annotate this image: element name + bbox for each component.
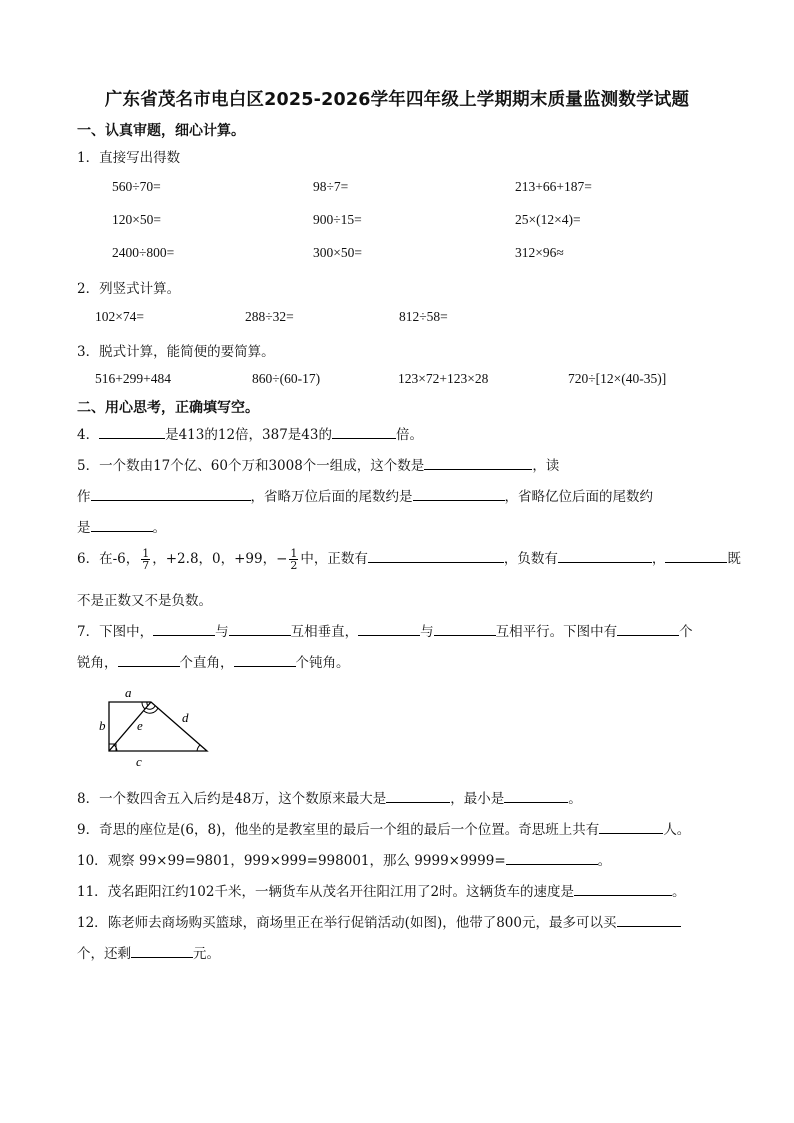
answer-blank[interactable] xyxy=(506,851,598,865)
q2-item: 288÷32= xyxy=(245,309,294,324)
answer-blank[interactable] xyxy=(99,425,165,439)
answer-blank[interactable] xyxy=(229,622,291,636)
question-text: 个 xyxy=(679,624,693,640)
side-label-d: d xyxy=(182,710,189,725)
question-text: ，+2.8，0，+99，− xyxy=(152,551,288,567)
question-number: 11． xyxy=(77,884,108,900)
question-text: 下图中， xyxy=(99,624,154,640)
question-number: 6． xyxy=(77,551,100,567)
q1-item: 300×50= xyxy=(313,245,362,260)
question-text: 互相平行。下图中有 xyxy=(495,624,618,640)
question-text: 茂名距阳江约102千米，一辆货车从茂名开往阳江用了2时。这辆货车的速度是 xyxy=(107,884,575,900)
q1-item: 900÷15= xyxy=(313,212,362,227)
q1-item: 120×50= xyxy=(112,212,161,227)
q3-item: 123×72+123×28 xyxy=(398,371,489,386)
question-text: 个钝角。 xyxy=(295,655,350,671)
fraction-numerator: 1 xyxy=(290,547,298,560)
question-text: 个直角， xyxy=(179,655,234,671)
section-2-heading: 二、用心思考，正确填写空。 xyxy=(77,400,259,416)
question-12-line-2 xyxy=(77,942,220,962)
question-text: 奇思的座位是(6，8)，他坐的是教室里的最后一个组的最后一个位置。奇思班上共有 xyxy=(99,822,600,838)
answer-blank[interactable] xyxy=(358,622,420,636)
question-text: 锐角， xyxy=(77,655,118,671)
q1-item: 312×96≈ xyxy=(515,245,564,260)
question-text: 陈老师去商场购买篮球，商场里正在举行促销活动(如图)，他带了800元，最多可以买 xyxy=(107,915,617,931)
answer-blank[interactable] xyxy=(574,882,672,896)
question-9 xyxy=(77,818,690,838)
q1-item: 98÷7= xyxy=(313,179,349,194)
answer-blank[interactable] xyxy=(558,549,652,563)
fraction-one-seventh xyxy=(141,548,150,571)
q1-item: 25×(12×4)= xyxy=(515,212,581,227)
answer-blank[interactable] xyxy=(413,487,505,501)
question-number: 4． xyxy=(77,427,100,443)
question-text: 。 xyxy=(152,520,166,536)
question-text: 在-6， xyxy=(99,551,140,567)
question-text: ，负数有 xyxy=(503,551,558,567)
trapezoid-figure xyxy=(95,684,215,770)
question-text: 。 xyxy=(568,791,582,807)
q2-item: 102×74= xyxy=(95,309,144,324)
question-text: ，省略万位后面的尾数约是 xyxy=(250,489,413,505)
answer-blank[interactable] xyxy=(617,622,679,636)
question-text: 一个数由17个亿、60个万和3008个一组成，这个数是 xyxy=(99,458,425,474)
question-text: 中，正数有 xyxy=(300,551,368,567)
answer-blank[interactable] xyxy=(617,913,681,927)
trapezoid-outline xyxy=(109,702,207,751)
question-7-line-1 xyxy=(77,620,693,640)
answer-blank[interactable] xyxy=(91,518,153,532)
question-2-label: 2．列竖式计算。 xyxy=(77,281,181,297)
answer-blank[interactable] xyxy=(368,549,504,563)
answer-blank[interactable] xyxy=(434,622,496,636)
question-text: 。 xyxy=(597,853,612,869)
question-8 xyxy=(77,787,582,807)
section-1-heading: 一、认真审题，细心计算。 xyxy=(77,123,245,139)
question-text: 元。 xyxy=(193,946,220,962)
question-10 xyxy=(77,849,611,869)
question-text: 作 xyxy=(77,489,91,505)
question-text: 与 xyxy=(420,624,434,640)
question-4 xyxy=(77,423,423,443)
q3-item: 516+299+484 xyxy=(95,371,171,386)
question-3-label: 3．脱式计算，能简便的要简算。 xyxy=(77,344,275,360)
question-text: 观察 99×99=9801，999×999=998001，那么 9999×9999= xyxy=(107,853,506,869)
question-text: ，最小是 xyxy=(450,791,505,807)
question-text: 人。 xyxy=(663,822,691,838)
question-5-line-2 xyxy=(77,485,653,505)
question-text: 是413的12倍，387是43的 xyxy=(165,427,332,443)
q2-item: 812÷58= xyxy=(399,309,448,324)
answer-blank[interactable] xyxy=(386,789,450,803)
side-label-b: b xyxy=(99,718,106,733)
answer-blank[interactable] xyxy=(118,653,180,667)
q3-item: 720÷[12×(40-35)] xyxy=(568,371,667,386)
question-text: 一个数四舍五入后约是48万，这个数原来最大是 xyxy=(99,791,387,807)
answer-blank[interactable] xyxy=(91,487,251,501)
question-6-line-1 xyxy=(77,546,741,572)
question-text: ，读 xyxy=(532,458,560,474)
q1-item: 560÷70= xyxy=(112,179,161,194)
question-number: 10． xyxy=(77,853,108,869)
question-7-line-2 xyxy=(77,651,350,671)
question-number: 12． xyxy=(77,915,108,931)
side-label-c: c xyxy=(136,754,142,769)
page-title: 广东省茂名市电白区2025-2026学年四年级上学期期末质量监测数学试题 xyxy=(104,90,690,110)
question-text: 个，还剩 xyxy=(77,946,131,962)
angle-arc xyxy=(197,745,200,751)
question-text: ， xyxy=(651,551,666,567)
question-text: 是 xyxy=(77,520,91,536)
question-number: 7． xyxy=(77,624,100,640)
answer-blank[interactable] xyxy=(153,622,215,636)
question-1-label: 1．直接写出得数 xyxy=(77,150,181,166)
fraction-numerator: 1 xyxy=(142,547,150,560)
question-5-line-1 xyxy=(77,454,559,474)
side-label-a: a xyxy=(125,685,132,700)
q1-item: 213+66+187= xyxy=(515,179,592,194)
fraction-one-half xyxy=(289,548,298,571)
answer-blank[interactable] xyxy=(599,820,663,834)
answer-blank[interactable] xyxy=(234,653,296,667)
question-text: 互相垂直， xyxy=(290,624,359,640)
question-12-line-1 xyxy=(77,911,681,931)
question-text: ，省略亿位后面的尾数约 xyxy=(504,489,653,505)
q1-item: 2400÷800= xyxy=(112,245,175,260)
fraction-denominator: 2 xyxy=(290,559,298,572)
answer-blank[interactable] xyxy=(504,789,568,803)
answer-blank[interactable] xyxy=(332,425,396,439)
question-text: 。 xyxy=(672,884,686,900)
question-number: 9． xyxy=(77,822,100,838)
answer-blank[interactable] xyxy=(665,549,727,563)
q3-item: 860÷(60-17) xyxy=(252,371,321,386)
question-6-line-2: 不是正数又不是负数。 xyxy=(77,593,212,609)
question-text: 与 xyxy=(215,624,229,640)
question-number: 8． xyxy=(77,791,100,807)
question-5-line-3 xyxy=(77,516,166,536)
side-label-e: e xyxy=(137,718,143,733)
answer-blank[interactable] xyxy=(131,944,193,958)
answer-blank[interactable] xyxy=(424,456,532,470)
question-11 xyxy=(77,880,686,900)
question-text: 倍。 xyxy=(396,427,423,443)
question-text: 既 xyxy=(727,551,741,567)
angle-arc xyxy=(142,702,145,709)
fraction-denominator: 7 xyxy=(142,559,150,572)
question-number: 5． xyxy=(77,458,100,474)
